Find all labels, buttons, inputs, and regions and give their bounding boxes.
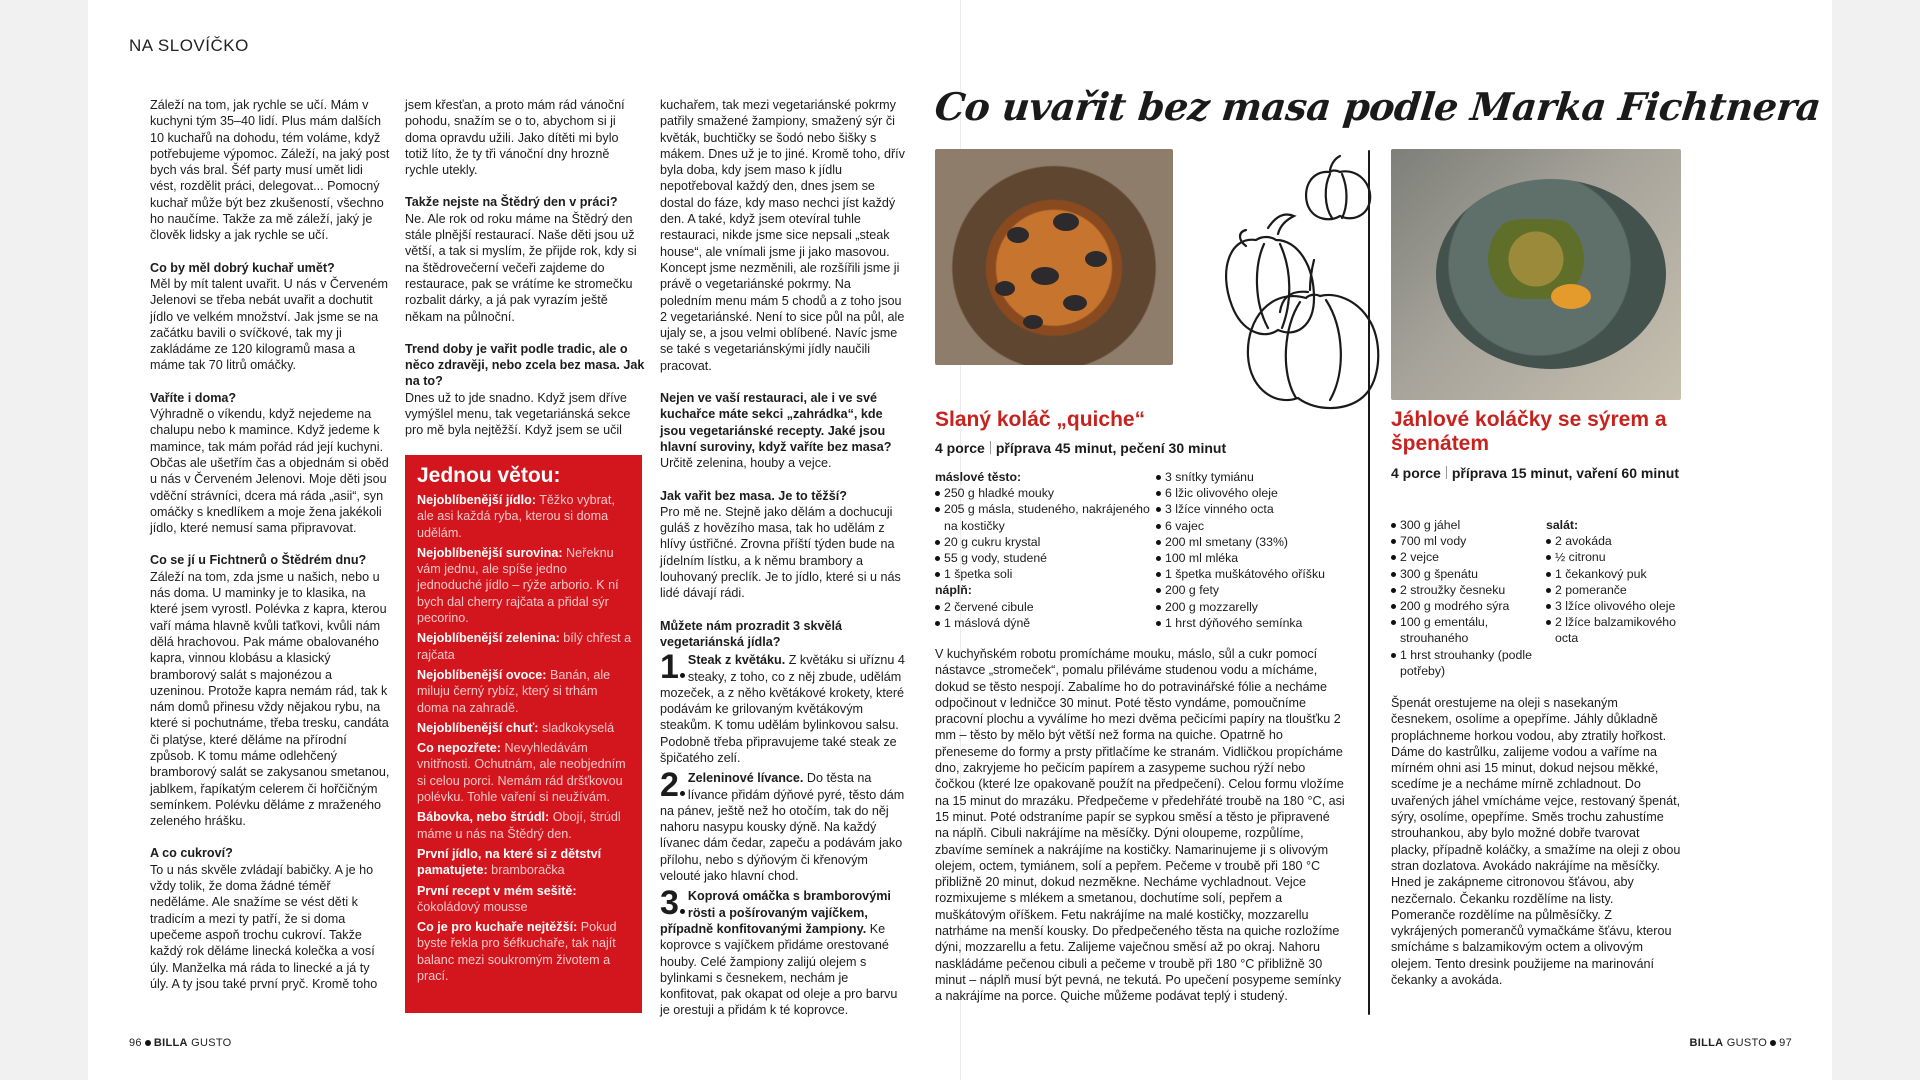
interview-answer: Pro mě ne. Stejně jako dělám a dochucuji guláš z hovězího masa, tak ho udělám z hlívy ústřičné. Zrovna příští týden bude na jídelním lístku, a k němu brambory a louhovaný preclík. Je to jídlo, které si u nás lidé dávají rádi.	[660, 504, 901, 601]
ingredient-item: 6 lžic olivového oleje	[1156, 485, 1361, 501]
sidebar-key: Co nepozřete:	[417, 741, 501, 756]
ingredient-item: 250 g hladké mouky	[935, 485, 1160, 501]
interview-question: Vaříte i doma?	[150, 390, 237, 405]
ingredient-item: 2 avokáda	[1546, 533, 1686, 549]
sidebar-value: bílý chřest a rajčata	[417, 631, 632, 662]
recipe1-time: příprava 45 minut, pečení 30 minut	[995, 440, 1227, 456]
recipe-tip-step	[660, 648, 905, 766]
interview-question: Co se jí u Fichtnerů o Štědrém dnu?	[150, 553, 367, 568]
interview-question: Co by měl dobrý kuchař umět?	[150, 260, 335, 275]
recipe2-meta	[1391, 465, 1691, 482]
paragraph	[405, 341, 645, 439]
ingredient-item: 205 g másla, studeného, nakrájeného na kostičky	[935, 501, 1160, 533]
sidebar-item	[417, 720, 632, 736]
sidebar-item	[417, 883, 632, 916]
ingredient-item: 2 vejce	[1391, 549, 1541, 565]
ingredient-item: 1 špetka muškátového oříšku	[1156, 566, 1361, 582]
pumpkin-illustration-icon	[1180, 150, 1385, 480]
interview-question: Takže nejste na Štědrý den v práci?	[405, 195, 618, 210]
page-number: 96	[129, 1037, 142, 1049]
sidebar-value: Banán, ale miluju černý rybíz, který si trhám doma na zahradě.	[417, 667, 611, 715]
sidebar-item	[417, 545, 632, 626]
step-title: Steak z květáku.	[687, 653, 786, 668]
quiche-photo	[935, 149, 1173, 365]
ingredient-item: 3 lžíce olivového oleje	[1546, 598, 1686, 614]
interview-answer: Dnes už to jde snadno. Když jsem dříve vymýšlel menu, tak vegetariánská sekce pro mě byla nejtěžší. Když jsem se učil	[405, 390, 631, 438]
sidebar-item	[417, 630, 632, 663]
ingredient-item: 100 ml mléka	[1156, 550, 1361, 566]
recipe2-time: příprava 15 minut, vaření 60 minut	[1451, 465, 1679, 481]
step-number: 3	[660, 889, 685, 917]
ingredient-group-heading: salát:	[1546, 518, 1579, 532]
ingredient-list	[935, 599, 1160, 631]
paragraph	[405, 194, 645, 324]
sidebar-item	[417, 492, 632, 541]
interview-answer: Ne. Ale rok od roku máme na Štědrý den stále plnější restaurací. Naše děti jsou už větší, a tak si myslím, že přijde rok, kdy si na štědrovečerní večeři zajdeme do restaurace, pak se vrátíme ke stromečku rozbalit dárky, a já pak vyrazím ještě někam na půlnoční.	[405, 211, 637, 324]
sidebar-title: Jednou větou:	[417, 464, 561, 487]
ingredient-item: 55 g vody, studené	[935, 550, 1160, 566]
ingredient-item: 200 ml smetany (33%)	[1156, 534, 1361, 550]
footer-brand: BILLA	[153, 1037, 188, 1049]
ingredient-list	[1156, 469, 1361, 631]
ingredient-item: 1 špetka soli	[935, 566, 1160, 582]
paragraph	[150, 845, 390, 992]
step-text: Do těsta na lívance přidám dýňové pyré, těsto dám na pánev, ještě než ho otočím, tak do něj nahoru nasypu kousky dýně. Na každý lívanec dám čedar, zapeču a podávám jako přílohu, nebo s dýňovým či křenovým velouté jako hlavní chod.	[660, 771, 905, 884]
paragraph: jsem křesťan, a proto mám rád vánoční pohodu, snažím se o to, abychom si ji doma opravdu užili. Jako dítěti mi bylo totiž líto, že ty tři vánoční dny hrozně rychle utekly.	[405, 98, 625, 178]
bullet-icon	[145, 1040, 151, 1046]
ingredient-item: 200 g fety	[1156, 582, 1361, 598]
paragraph: kuchařem, tak mezi vegetariánské pokrmy patřily smažené žampiony, smažený sýr či květák, buchtičky se šodó nebo šišky s mákem. Dnes už je to jiné. Kromě toho, dřív byla doba, kdy jsem maso k jídlu nepotřeboval každý den, dnes jsem se dostal do fáze, kdy maso nechci jíst každý den. A také, když jsem otevíral tuhle restauraci, nikde jsme sice nepsali „steak house“, ale vnímali jsme ji jako masovou. Koncept jsme nezměnili, ale rozšířili jsme ji právě o vegetariánské pokrmy. Na poledním menu mám 5 chodů a z toho jsou 2 vegetariánské. Není to sice půl na půl, ale ujaly se, a jsou velmi oblíbené. Navíc jsme se také s vegetariánskými jídly naučili pracovat.	[660, 98, 905, 373]
paragraph	[660, 390, 905, 471]
ingredient-item: ½ citronu	[1546, 549, 1686, 565]
interview-column-3	[660, 97, 905, 1023]
interview-answer: Měl by mít talent uvařit. U nás v Červeném Jelenovi se třeba nebát uvařit a dochutit jídlo ve velkém množství. Jak jsme se na začátku bavili o svíčkové, tak my ji zakládáme ze 120 kilogramů masa a máme tak 70 litrů omáčky.	[150, 276, 388, 373]
ingredient-item: 300 g jáhel	[1391, 517, 1541, 533]
recipe-tip-step	[660, 766, 905, 884]
step-title: Koprová omáčka s bramborovými rösti a pošírovaným vajíčkem, případně konfitovanými žampiony.	[660, 889, 891, 936]
page-number: 97	[1779, 1037, 1792, 1049]
ingredient-group-heading: máslové těsto:	[935, 470, 1022, 484]
recipe2-title: Jáhlové koláčky se sýrem a špenátem	[1391, 408, 1667, 455]
ingredient-item: 6 vajec	[1156, 518, 1361, 534]
paragraph: Záleží na tom, jak rychle se učí. Mám v kuchyni tým 35–40 lidí. Plus mám dalších 10 kuchařů na dohodu, tém voláme, když potřebujeme výpomoc. Záleží, na jaký post bych vás bral. Šéf party musí umět lidi vést, rozdělit práci, delegovat... Pomocný kuchař může být bez zkušeností, všechno ho naučíme. Takže za mě záleží, jaký je člověk lidsky a jak rychle se učí.	[150, 98, 390, 243]
footer-left	[129, 1037, 232, 1049]
sidebar-value: Nevyhledávám vnitřnosti. Ochutnám, ale neobjedním si celou porci. Nemám rád dršťkovou polévku. Tohle vaření si neužívám.	[417, 741, 626, 805]
interview-column-1	[150, 97, 390, 992]
recipe2-ingredients-a	[1391, 517, 1541, 679]
ingredient-item: 200 g mozzarelly	[1156, 599, 1361, 615]
step-text: Ke koprovce s vajíčkem přidáme orestované houby. Celé žampiony zalijú olejem s bylinkami s česnekem, nechám je konfitovat, pak okapat od oleje a pro barvu je orestuji a přidám k té koprovce.	[660, 921, 898, 1018]
interview-question: A co cukroví?	[150, 846, 233, 861]
sidebar-key: Nejoblíbenější surovina:	[417, 545, 563, 560]
interview-question: Nejen ve vaší restauraci, ale i ve své kuchařce máte sekci „zahrádka“, kde jsou vegetariánské recepty. Jaké jsou hlavní suroviny, když vaříte bez masa?	[660, 391, 892, 454]
ingredient-item: 100 g ementálu, strouhaného	[1391, 614, 1541, 646]
millet-patties-photo	[1391, 149, 1681, 400]
paragraph	[150, 260, 390, 374]
recipe-tip-step	[660, 884, 905, 1018]
interview-question: Můžete nám prozradit 3 skvělá vegetariánská jídla?	[660, 618, 842, 649]
ingredient-item: 300 g špenátu	[1391, 566, 1541, 582]
sidebar-key: Nejoblíbenější zelenina:	[417, 631, 560, 646]
sidebar-key: Nejoblíbenější ovoce:	[417, 667, 547, 682]
ingredient-group-heading: náplň:	[935, 583, 972, 598]
interview-column-2	[405, 97, 645, 439]
ingredient-item: 2 červené cibule	[935, 599, 1160, 615]
sidebar-item	[417, 919, 632, 984]
recipe2-ingredients-b	[1546, 517, 1686, 647]
sidebar-value: čokoládový mousse	[417, 899, 528, 914]
sidebar-value: Obojí, štrúdl máme u nás na Štědrý den.	[417, 810, 621, 841]
sidebar-value: Neřeknu vám jednu, ale spíše jedno jednoduché jídlo – rýže arborio. K ní bych dal cherry rajčata a přidal sýr pecorino.	[417, 545, 619, 626]
recipe1-meta	[935, 440, 1335, 457]
sidebar-item	[417, 846, 632, 879]
sidebar-key: Bábovka, nebo štrúdl:	[417, 810, 550, 825]
paragraph	[660, 618, 905, 651]
ingredient-item: 700 ml vody	[1391, 533, 1541, 549]
ingredient-item: 3 snítky tymiánu	[1156, 469, 1361, 485]
ingredient-item: 2 lžíce balzamikového octa	[1546, 614, 1686, 646]
interview-answer: Záleží na tom, zda jsme u našich, nebo u nás doma. U maminky je to klasika, na které jsem vyrostl. Polévka z kapra, kterou vaří máma hlavně kvůli taťkovi, kvůli nám dělá hrachovou. Pak máme obalovaného kapra, vinnou klobásu a klasický bramborový salát s majonézou a uzeninou. Protože kapra nemám rád, tak k nám domů přinesu vždy nějakou rybu, na které si pochutnáme, třeba tresku, candáta či platýse, které děláme na přírodní způsob. K tomu máme odlehčený bramborový salát se zakysanou smetanou, jablkem, řapíkatým celerem či hořčičným semínkem. Polévku děláme z mraženého zeleného hrášku.	[150, 569, 390, 829]
footer-brand: BILLA	[1689, 1037, 1724, 1049]
footer-magazine: GUSTO	[1726, 1037, 1768, 1049]
sidebar-key: První recept v mém sešitě:	[417, 883, 577, 898]
paragraph	[660, 488, 905, 602]
ingredient-item: 3 lžíce vinného octa	[1156, 501, 1361, 517]
step-number: 1	[660, 653, 685, 681]
recipes-title: Co uvařit bez masa podle Marka Fichtnera	[932, 84, 1823, 129]
paragraph	[150, 552, 390, 829]
step-text: Z květáku si uříznu 4 steaky, z toho, co z něj zbude, udělám mozeček, a z něho květákové krokety, které podávám ke grilovaným květákovým steakům. K tomu udělám bylinkovou salsu. Podobně třeba připravujeme také steak ze špičatého zelí.	[660, 653, 905, 765]
ingredient-item: 1 hrst strouhanky (podle potřeby)	[1391, 647, 1541, 679]
ingredient-item: 1 čekankový puk	[1546, 566, 1686, 582]
interview-answer: To u nás skvěle zvládají babičky. A je ho vždy tolik, že doma žádné téměř neděláme. Ale snažíme se vést děti k tradicím a mezi ty patří, že si doma upečeme aspoň trochu cukroví. Takže každý rok děláme linecká kolečka a vosí úly. Manželka má ráda to linecké a já ty úly. A ty jsou také první pryč. Kromě toho	[150, 862, 378, 991]
recipe1-method: V kuchyňském robotu promícháme mouku, máslo, sůl a cukr pomocí nástavce „stromeček“, pomalu přiléváme studenou vodu a mícháme, dokud se těsto nespojí. Zabalíme ho do potravinářské fólie a necháme odpočinout v ledničce 30 minut. Poté těsto vyndáme, pomoučníme pracovní plochu a vyválíme ho mezi dvěma pečicími papíry na tloušťku 2 mm – těsto by mělo být větší než forma na quiche. Opatrně ho přeneseme do formy a prsty přitlačíme ke stranám. Vidličkou propícháme dno, zakryjeme ho pečicím papírem a zasypeme suchou rýží nebo čočkou (které lze opakovaně použít na předpečení). Celou formu vložíme na 15 minut do mrazáku. Předpečeme v předehřáté troubě na 180 °C, asi 15 minut. Poté odstraníme papír se sypkou směsí a těsto je připravené na náplň. Cibuli nakrájíme na měsíčky. Dýni oloupeme, rozpůlíme, zbavíme semínek a nakrájíme na kostičky. Namarinujeme ji s olivovým olejem, octem, tymiánem, solí a pepřem. Pečeme v troubě při 180 °C přibližně 20 minut, dokud nezměkne. Necháme vychladnout. Vejce rozmixujeme s mlékem a smetanou, dochutíme solí, pepřem a muškátovým oříškem. Fetu nakrájíme na malé kostičky, mozzarellu natrháme na menší kousky. Do předpečeného těsta na quiche rozložíme dýni, mozzarellu a fetu. Zalijeme vaječnou směsí až po okraj. Nahoru naskládáme pečenou cibuli a pečeme v troubě při 180 °C přibližně 30 minut – náplň musí být pevná, ne tekutá. Po upečení posypeme semínky a nakrájíme na porce. Quiche můžeme podávat teplý i studený.	[935, 647, 1345, 1004]
ingredient-item: 200 g modrého sýra	[1391, 598, 1541, 614]
recipe1-ingredients-b	[1156, 469, 1361, 631]
interview-answer: Určitě zelenina, houby a vejce.	[660, 456, 832, 471]
interview-answer: Výhradně o víkendu, když nejedeme na chalupu nebo k mamince. Když jedeme k mamince, tak mám pořád rád její kuchyni. Občas ale ušetřím čas a objednám si oběd u nás v Červeném Jelenovi. Moje děti jsou vděční strávníci, dcera má ráda „asii“, syn omáčky s knedlíkem a moje ženа jakékoli jídlo, které nemusí sama připravovat.	[150, 407, 389, 536]
recipe2-portions: 4 porce	[1391, 465, 1441, 481]
ingredient-item: 2 stroužky česneku	[1391, 582, 1541, 598]
sidebar-key: Co je pro kuchaře nejtěžší:	[417, 920, 578, 935]
sidebar-value: Pokud byste řekla pro šéfkuchaře, tak najít balanc mezi soukromým životem a prací.	[417, 920, 617, 984]
sidebar-value: sladkokyselá	[538, 720, 615, 735]
footer-right	[1689, 1037, 1792, 1049]
step-number: 2	[660, 771, 685, 799]
sidebar-item	[417, 809, 632, 842]
sidebar-value: bramboračka	[487, 863, 565, 878]
interview-question: Jak vařit bez masa. Je to těžší?	[660, 488, 847, 503]
recipe-divider	[1368, 150, 1370, 1015]
ingredient-list	[935, 485, 1160, 582]
sidebar-item	[417, 667, 632, 716]
ingredient-item: 20 g cukru krystal	[935, 534, 1160, 550]
sidebar-key: Nejoblíbenější jídlo:	[417, 493, 536, 507]
footer-magazine: GUSTO	[191, 1037, 232, 1049]
one-sentence-sidebar	[405, 455, 642, 1013]
ingredient-list	[1391, 517, 1541, 679]
sidebar-key: První jídlo, na které si z dětství pamatujete:	[417, 846, 602, 878]
ingredient-item: 2 pomeranče	[1546, 582, 1686, 598]
interview-question: Trend doby je vařit podle tradic, ale o něco zdravěji, nebo zcela bez masa. Jak na to?	[405, 341, 645, 389]
step-title: Zeleninové lívance.	[687, 771, 804, 786]
recipe1-ingredients-a	[935, 469, 1160, 631]
bullet-icon	[1770, 1040, 1776, 1046]
sidebar-key: Nejoblíbenější chuť:	[417, 720, 539, 735]
recipe1-portions: 4 porce	[935, 440, 985, 456]
paragraph	[150, 390, 390, 537]
sidebar-value: Těžko vybrat, ale asi každá ryba, kterou si doma udělám.	[417, 493, 615, 540]
recipe2-method: Špenát orestujeme na oleji s nasekaným česnekem, osolíme a opepříme. Jáhly důkladně propláchneme horkou vodou, aby ztratily hořkost. Dáme do kastrůlku, zalijeme vodou a vaříme na mírném ohni asi 15 minut, dokud nejsou měkké, scedíme je a necháme mírně zchladnout. Do uvařených jáhel vmícháme vejce, restovaný špenát, sýry, osolíme, opepříme. Směs trochu zahustíme strouhankou, aby bylo možné dobře tvarovat placky, případně koláčky, a smažíme na oleji z obou stran dozlatova. Avokádo nakrájíme na měsíčky. Hned je zakápneme citronovou šťávou, aby nezčernalo. Čekanku rozdělíme na listy. Pomeranče rozdělíme na půlměsíčky. Z vykrájených pomerančů vymačkáme šťávu, kterou smícháme s balzamikovým octem a olivovým olejem. Tento dresink použijeme na marinování čekanky a avokáda.	[1391, 696, 1681, 988]
ingredient-item: 1 máslová dýně	[935, 615, 1160, 631]
recipe1-title: Slaný koláč „quiche“	[935, 408, 1146, 431]
ingredient-item: 1 hrst dýňového semínka	[1156, 615, 1361, 631]
section-label: NA SLOVÍČKO	[129, 36, 249, 55]
sidebar-item	[417, 740, 632, 805]
ingredient-list	[1546, 533, 1686, 646]
